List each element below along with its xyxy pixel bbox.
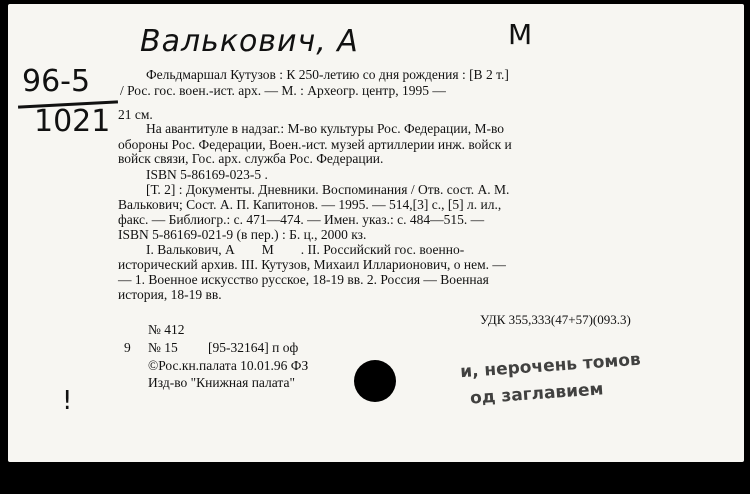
footer-number-2: № 15 xyxy=(148,340,178,355)
body-line-8: [Т. 2] : Документы. Дневники. Воспоминания / Отв. сост. А. М. xyxy=(146,182,510,197)
punch-hole xyxy=(354,360,396,402)
body-line-15: история, 18-19 вв. xyxy=(118,287,222,302)
footer-copyright: ©Рос.кн.палата 10.01.96 ФЗ xyxy=(148,358,309,373)
stamp-line-2: од заглавием xyxy=(469,379,605,409)
body-line-11: ISBN 5-86169-021-9 (в пер.) : Б. ц., 2000 кз. xyxy=(118,227,367,242)
body-line-10: факс. — Библиогр.: с. 471—474. — Имен. указ.: с. 484—515. — xyxy=(118,212,485,227)
handwritten-code-top: 96-5 xyxy=(22,64,91,99)
body-line-14: — 1. Военное искусство русское, 18-19 вв. 2. Россия — Военная xyxy=(118,272,489,287)
body-line-12: I. Валькович, А М . II. Российский гос. военно- xyxy=(146,242,465,257)
footer-publisher: Изд-во "Книжная палата" xyxy=(148,375,295,390)
body-line-4: На авантитуле в надзаг.: М-во культуры Рос. Федерации, М-во xyxy=(146,121,504,136)
handwritten-mark: M xyxy=(508,18,533,51)
handwritten-tick: ! xyxy=(62,386,73,416)
handwritten-author: Валькович, А xyxy=(140,24,359,59)
handwritten-code-bottom: 1021 xyxy=(34,104,111,139)
footer-order: [95-32164] п оф xyxy=(208,340,299,355)
footer-prefix-9: 9 xyxy=(124,340,131,355)
body-line-5: обороны Рос. Федерации, Воен.-ист. музей артиллерии инж. войск и xyxy=(118,137,512,152)
body-line-3: 21 см. xyxy=(118,107,153,122)
footer-udc: УДК 355,333(47+57)(093.3) xyxy=(480,312,631,327)
body-line-7: ISBN 5-86169-023-5 . xyxy=(146,167,268,182)
body-line-1: Фельдмаршал Кутузов : К 250-летию со дня рождения : [В 2 т.] xyxy=(146,67,509,82)
body-line-9: Валькович; Сост. А. П. Капитонов. — 1995. — 514,[3] с., [5] л. ил., xyxy=(118,197,502,212)
body-line-2: / Рос. гос. воен.-ист. арх. — М. : Археогр. центр, 1995 — xyxy=(120,83,446,98)
body-line-6: войск связи, Гос. арх. служба Рос. Федерации. xyxy=(118,151,384,166)
body-line-13: исторический архив. III. Кутузов, Михаил Илларионович, о нем. — xyxy=(118,257,506,272)
stamp-line-1: и, нерочень томов xyxy=(459,349,642,383)
footer-number-1: № 412 xyxy=(148,322,185,337)
scan-border xyxy=(0,462,750,494)
